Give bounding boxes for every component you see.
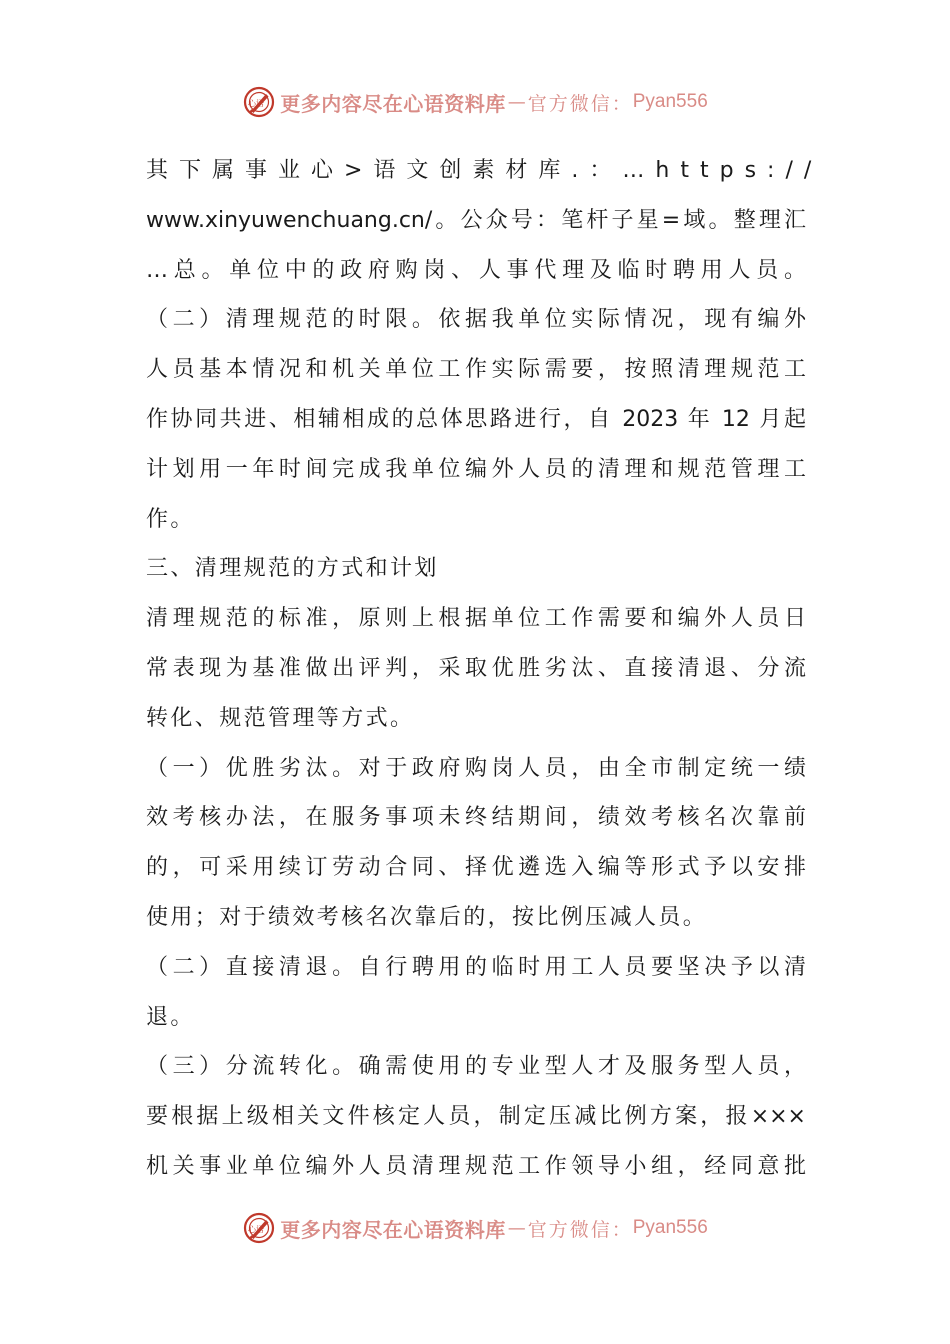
section-heading: 三、清理规范的方式和计划 xyxy=(146,556,439,582)
body-line-19: （三）分流转化。确需使用的专业型人才及服务型人员， xyxy=(146,1054,806,1080)
watermark-wechat-label: 官方微信： xyxy=(527,92,633,115)
body-line-6: 作协同共进、相辅相成的总体思路进行，自 2023 年 12 月起 xyxy=(146,406,806,432)
body-line-20: 要根据上级相关文件核定人员，制定压减比例方案，报××× xyxy=(146,1104,806,1130)
brand-logo-icon xyxy=(242,1211,276,1245)
body-line-11: 常表现为基准做出评判，采取优胜劣汰、直接清退、分流 xyxy=(146,655,806,681)
header-watermark-banner xyxy=(0,82,950,122)
body-line-10: 清理规范的标准，原则上根据单位工作需要和编外人员日 xyxy=(146,606,806,632)
body-line-13: （一）优胜劣汰。对于政府购岗人员，由全市制定统一绩 xyxy=(146,755,806,781)
body-line-14: 效考核办法，在服务事项未终结期间，绩效考核名次靠前 xyxy=(146,805,806,831)
body-line-16: 使用；对于绩效考核名次靠后的，按比例压减人员。 xyxy=(146,904,708,930)
watermark-brand-text: 更多内容尽在心语资料库 xyxy=(280,91,506,116)
watermark-wechat-id: Pyan556 xyxy=(632,1217,708,1238)
body-line-1: 其下属事业心>语文创素材库.：…https:// xyxy=(146,158,823,183)
body-line-4: （二）清理规范的时限。依据我单位实际情况，现有编外 xyxy=(146,307,806,333)
body-line-12: 转化、规范管理等方式。 xyxy=(146,705,415,731)
brand-logo-text: 心语 xyxy=(248,99,265,108)
document-body xyxy=(146,146,823,1192)
watermark-dash: — xyxy=(507,91,526,113)
body-line-15: 的，可采用续订劳动合同、择优遴选入编等形式予以安排 xyxy=(146,855,806,881)
body-line-18: 退。 xyxy=(146,1004,195,1030)
body-line-8: 作。 xyxy=(146,506,195,532)
watermark-dash: — xyxy=(507,1217,526,1239)
brand-logo-text: 心语 xyxy=(248,1225,265,1234)
body-line-5: 人员基本情况和机关单位工作实际需要，按照清理规范工 xyxy=(146,357,806,383)
body-line-21: 机关事业单位编外人员清理规范工作领导小组，经同意批 xyxy=(146,1153,806,1179)
body-line-3: …总。单位中的政府购岗、人事代理及临时聘用人员。 xyxy=(146,257,806,283)
footer-watermark-banner xyxy=(0,1208,950,1248)
watermark-wechat-id: Pyan556 xyxy=(632,91,708,112)
body-line-17: （二）直接清退。自行聘用的临时用工人员要坚决予以清 xyxy=(146,954,806,980)
brand-logo-icon xyxy=(242,85,276,119)
body-line-7: 计划用一年时间完成我单位编外人员的清理和规范管理工 xyxy=(146,456,806,482)
watermark-wechat-label: 官方微信： xyxy=(527,1218,633,1241)
body-line-2: www.xinyuwenchuang.cn/。公众号：笔杆子星=域。整理汇 xyxy=(146,207,806,233)
watermark-brand-text: 更多内容尽在心语资料库 xyxy=(280,1217,506,1242)
